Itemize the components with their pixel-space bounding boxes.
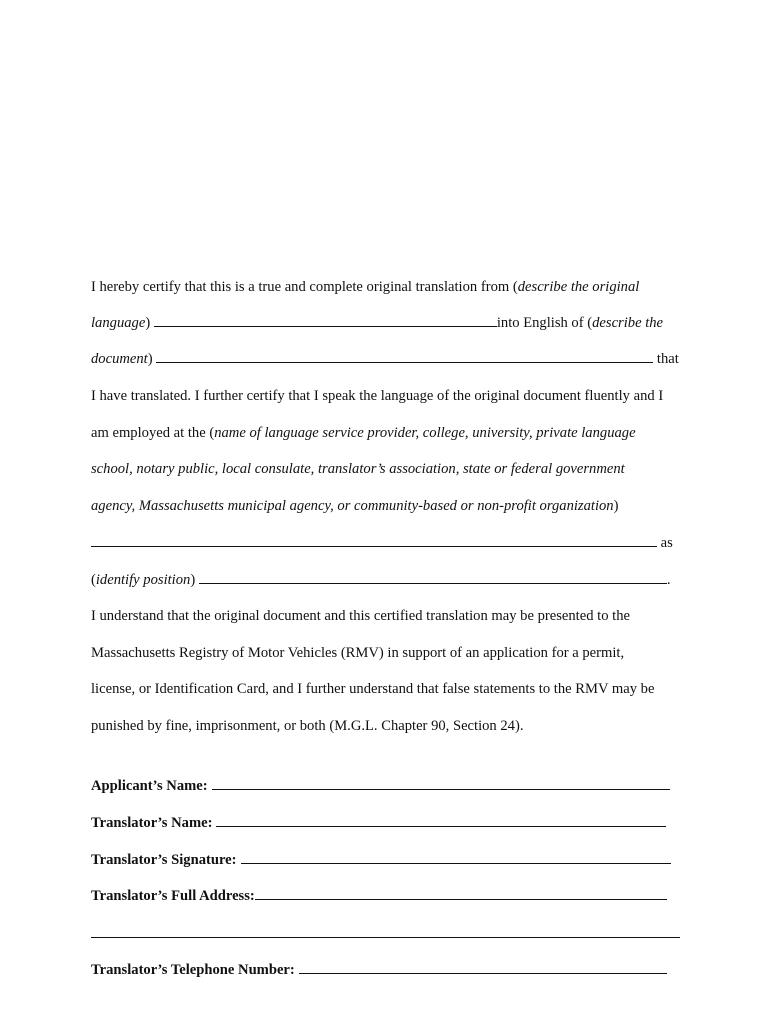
cert-text: ) xyxy=(147,351,157,367)
cert-text: I hereby certify that this is a true and complete original translation from ( xyxy=(91,279,518,295)
applicant-name-field xyxy=(91,776,670,796)
cert-line-2 xyxy=(91,313,686,333)
employer-blank[interactable] xyxy=(91,533,657,547)
translator-signature-field xyxy=(91,850,671,870)
understand-line-3 xyxy=(91,679,686,699)
cert-italic-prompt: school, notary public, local consulate, translator’s association, state or federal government xyxy=(91,461,625,477)
understand-line-4 xyxy=(91,716,686,736)
cert-italic-prompt: agency, Massachusetts municipal agency, or community-based or non-profit organization xyxy=(91,498,614,514)
translator-phone-label: Translator’s Telephone Number: xyxy=(91,962,295,978)
translator-address-blank[interactable] xyxy=(255,886,667,900)
translator-address-field xyxy=(91,886,667,906)
cert-line-5 xyxy=(91,423,686,443)
cert-text: ) xyxy=(613,498,619,514)
cert-italic-prompt: language xyxy=(91,315,146,331)
translator-signature-blank[interactable] xyxy=(241,850,671,864)
translator-address-second-line[interactable] xyxy=(91,937,680,938)
cert-text: ( xyxy=(91,572,96,588)
document-description-blank[interactable] xyxy=(156,349,653,363)
cert-text: ) xyxy=(190,572,199,588)
translator-phone-field xyxy=(91,960,667,980)
position-blank[interactable] xyxy=(199,570,667,584)
translator-name-label: Translator’s Name: xyxy=(91,815,213,831)
cert-text: I have translated. I further certify that I speak the language of the original document fluently and I xyxy=(91,388,664,404)
cert-text: . xyxy=(666,572,671,588)
cert-line-7 xyxy=(91,496,686,516)
cert-line-6 xyxy=(91,459,686,479)
cert-text: ) xyxy=(145,315,154,331)
cert-italic-prompt: document xyxy=(91,351,148,367)
cert-text: into English of ( xyxy=(496,315,593,331)
cert-line-9 xyxy=(91,570,686,590)
understand-text: license, or Identification Card, and I further understand that false statements to the RMV may be xyxy=(91,681,655,697)
cert-text: that xyxy=(653,351,679,367)
cert-line-1 xyxy=(91,277,686,297)
understand-line-2 xyxy=(91,643,686,663)
cert-line-3 xyxy=(91,349,686,369)
cert-line-8 xyxy=(91,533,686,553)
understand-line-1 xyxy=(91,606,686,626)
translator-signature-label: Translator’s Signature: xyxy=(91,852,237,868)
original-language-blank[interactable] xyxy=(154,313,497,327)
translator-phone-blank[interactable] xyxy=(299,960,667,974)
translator-name-field xyxy=(91,813,666,833)
translator-name-blank[interactable] xyxy=(216,813,666,827)
applicant-name-blank[interactable] xyxy=(212,776,670,790)
cert-text: am employed at the ( xyxy=(91,425,215,441)
cert-italic-prompt: describe the xyxy=(592,315,664,331)
understand-text: I understand that the original document and this certified translation may be presented to the xyxy=(91,608,630,624)
understand-text: punished by fine, imprisonment, or both (M.G.L. Chapter 90, Section 24). xyxy=(91,718,524,734)
cert-italic-prompt: describe the original xyxy=(517,279,640,295)
cert-text: as xyxy=(657,535,673,551)
applicant-name-label: Applicant’s Name: xyxy=(91,778,208,794)
understand-text: Massachusetts Registry of Motor Vehicles (RMV) in support of an application for a permit, xyxy=(91,645,625,661)
cert-italic-prompt: identify position xyxy=(95,572,191,588)
cert-italic-prompt: name of language service provider, college, university, private language xyxy=(214,425,636,441)
translator-address-label: Translator’s Full Address: xyxy=(91,888,255,904)
cert-line-4 xyxy=(91,386,686,406)
